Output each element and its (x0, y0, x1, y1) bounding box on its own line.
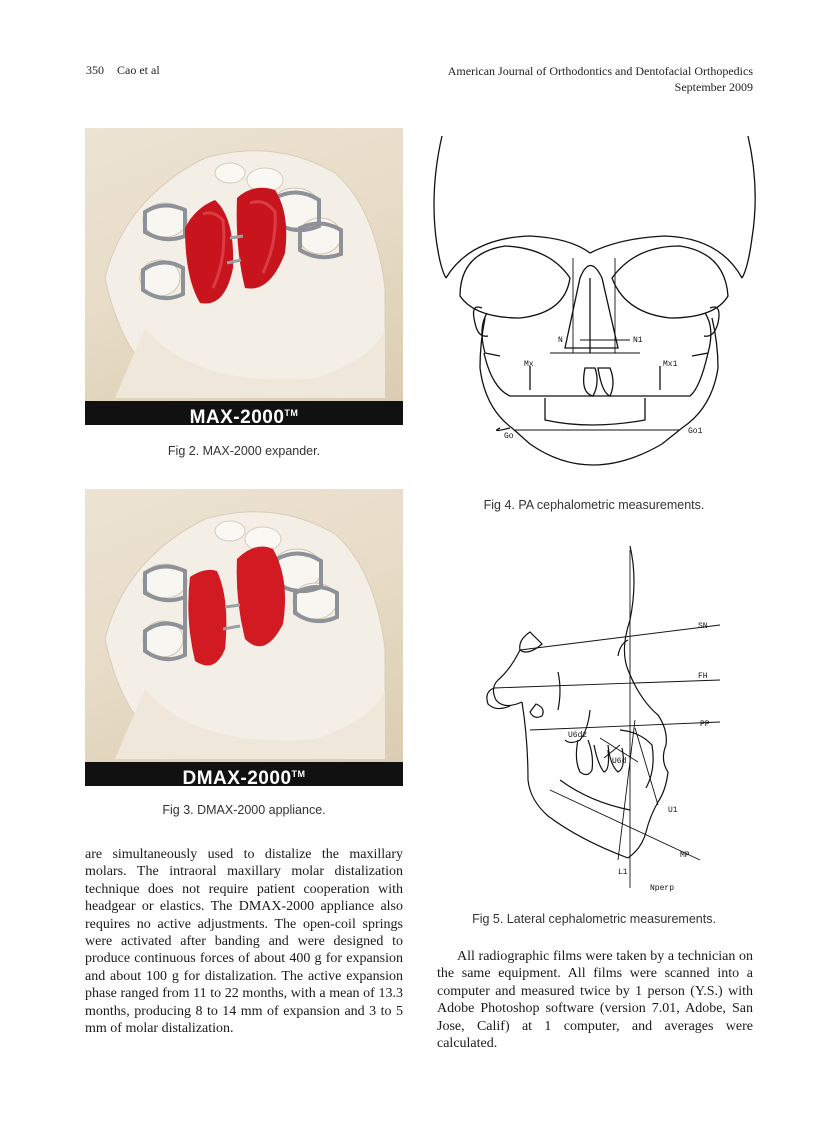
fig4-label-go: Go (504, 432, 514, 441)
fig4-label-mx1: Mx1 (663, 360, 678, 369)
header-journal: American Journal of Orthodontics and Dentofacial Orthopedics (447, 64, 753, 78)
fig2-trademark: TM (284, 408, 299, 418)
fig5-label-pp: PP (700, 720, 710, 729)
fig2-caption: Fig 2. MAX-2000 expander. (167, 444, 321, 458)
fig5-label-nperp: Nperp (650, 884, 675, 893)
fig3-photo (85, 489, 403, 786)
fig3-banner-text: DMAX-2000 (182, 768, 292, 786)
page-number: 350 (86, 63, 104, 77)
fig2-banner (85, 401, 403, 425)
left-column-text (85, 846, 403, 1037)
fig3-trademark: TM (291, 769, 306, 779)
fig2-photo (85, 128, 403, 425)
running-header-left (86, 63, 160, 78)
fig5-caption: Fig 5. Lateral cephalometric measurements. (472, 912, 716, 926)
dmax2000-appliance-illustration (85, 489, 403, 786)
fig5-lateral-cephalogram (470, 540, 730, 900)
fig3-banner (85, 762, 403, 786)
fig5-label-u6dz: U6dz (568, 731, 588, 740)
fig4-pa-cephalogram (430, 128, 760, 480)
right-column-text (437, 948, 753, 1052)
fig5-label-l1: L1 (618, 868, 628, 877)
fig5-label-u1: U1 (668, 806, 678, 815)
fig4-caption: Fig 4. PA cephalometric measurements. (483, 498, 705, 512)
header-issue-date: September 2009 (674, 80, 753, 94)
fig5-label-mp: MP (680, 851, 690, 860)
fig4-label-mx: Mx (524, 360, 534, 369)
fig4-label-go1: Go1 (688, 427, 703, 436)
fig4-label-n1: N1 (633, 336, 643, 345)
fig4-label-n: N (558, 336, 563, 345)
running-header-right (448, 63, 753, 95)
fig3-caption: Fig 3. DMAX-2000 appliance. (162, 803, 326, 817)
fig5-label-fh: FH (698, 672, 708, 681)
left-paragraph: are simultaneously used to distalize the maxillary molars. The intraoral maxillary molar distalization technique does not require patient cooperation with headgear or elastics. The DMAX-2000 appliance also requires no active adjustments. The open-coil springs were activated after banding and were designed to produce continuous forces of about 400 g for expansion and about 100 g for distalization. The active expansion phase ranged from 11 to 22 months, with a mean of 13.3 months, producing 8 to 14 mm of expansion and 3 to 5 mm of molar distalization. (85, 847, 403, 1037)
max2000-appliance-illustration (85, 128, 403, 425)
right-paragraph: All radiographic films were taken by a technician on the same equipment. All films were scanned into a computer and measured twice by 1 person (Y.S.) with Adobe Photoshop software (version 7.01, Adobe, San Jose, Calif) at 1 computer, and averages were calculated. (437, 949, 753, 1052)
fig2-banner-text: MAX-2000 (189, 407, 285, 425)
fig5-label-u6d: U6d (612, 757, 627, 766)
fig5-label-sn: SN (698, 622, 708, 631)
header-authors: Cao et al (117, 63, 160, 77)
